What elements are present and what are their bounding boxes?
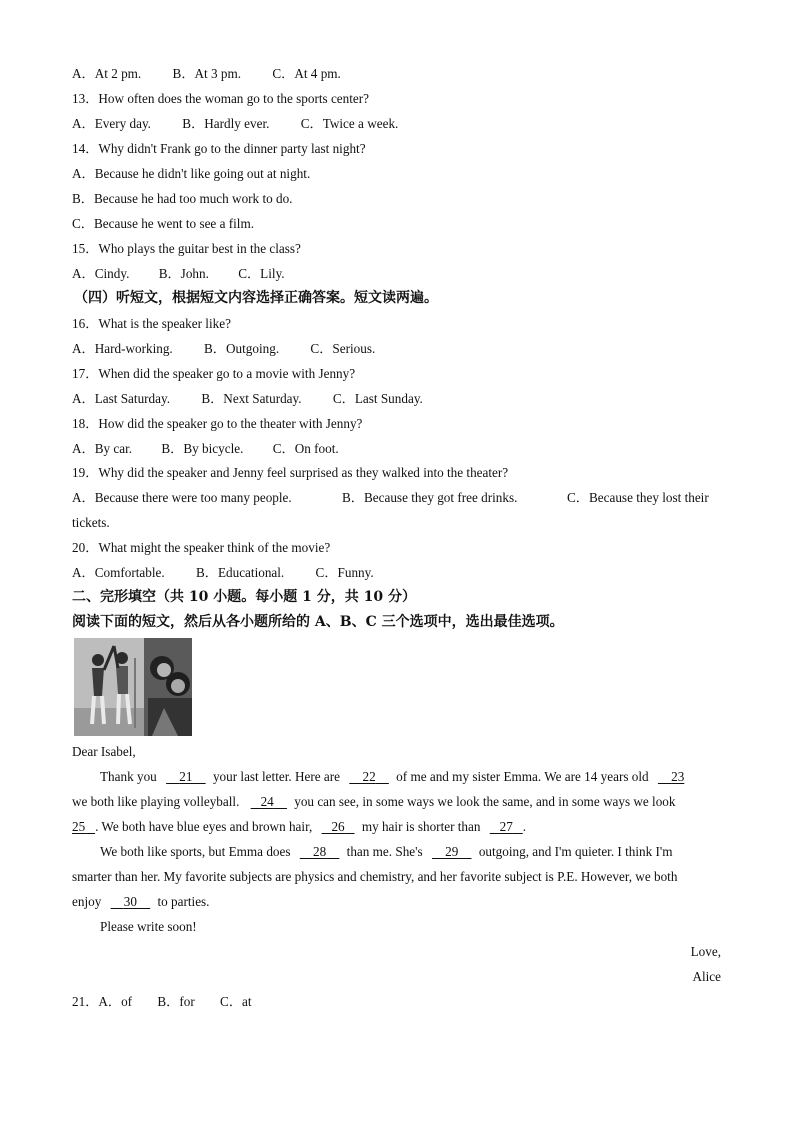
q15-option-a: A．Cindy.	[72, 266, 130, 281]
letter-text: .	[522, 819, 527, 834]
blank-21-number: 21	[179, 769, 193, 784]
blank-22-number: 22	[362, 769, 376, 784]
letter-p1-line3	[72, 819, 526, 835]
q16-option-a: A．Hard-working.	[72, 341, 173, 356]
q18-options	[72, 441, 339, 457]
q19-option-a: A．Because there were too many people.	[72, 490, 292, 505]
blank-23	[658, 769, 684, 785]
q19-option-c-continued: tickets.	[72, 515, 110, 530]
letter-text: than me. She's	[346, 844, 423, 859]
letter-text: my hair is shorter than	[361, 819, 481, 834]
q15-option-b: B．John.	[158, 266, 209, 281]
q12-options	[72, 66, 341, 82]
q19-option-c: C．Because they lost their	[567, 490, 709, 505]
blank-25	[72, 819, 95, 835]
q20-options	[72, 565, 374, 581]
q13-question: 13．How often does the woman go to the sports center?	[72, 91, 370, 106]
q21-options	[72, 994, 252, 1010]
q13-options	[72, 116, 398, 132]
q20-option-b: B．Educational.	[195, 565, 285, 580]
letter-text: We both like sports, but Emma does	[100, 844, 291, 859]
q16-option-c: C．Serious.	[310, 341, 376, 356]
blank-27	[490, 819, 523, 835]
blank-26	[322, 819, 355, 835]
part-2-instructions: 阅读下面的短文，然后从各小题所给的 A、B、C 三个选项中，选出最佳选项。	[72, 614, 564, 630]
q17-option-a: A．Last Saturday.	[72, 391, 171, 406]
q19-option-b: B．Because they got free drinks.	[342, 490, 518, 505]
blank-29	[432, 844, 472, 860]
q17-option-b: B．Next Saturday.	[201, 391, 302, 406]
letter-p2-line1	[100, 844, 673, 860]
letter-greeting: Dear Isabel,	[72, 744, 136, 759]
q17-options	[72, 391, 423, 407]
q15-question: 15．Who plays the guitar best in the class?	[72, 241, 301, 256]
blank-28	[300, 844, 340, 860]
sisters-photo	[74, 638, 192, 736]
q16-options	[72, 341, 375, 357]
q18-option-b: B．By bicycle.	[161, 441, 244, 456]
letter-text: you can see, in some ways we look the same, and in some ways we look	[294, 794, 676, 809]
letter-love: Love,	[690, 944, 721, 959]
letter-text: to parties.	[157, 894, 210, 909]
q18-option-a: A．By car.	[72, 441, 133, 456]
letter-signature: Alice	[692, 969, 721, 984]
blank-29-number: 29	[445, 844, 459, 859]
q16-question: 16．What is the speaker like?	[72, 316, 231, 331]
letter-text: outgoing, and I'm quieter. I think I'm	[478, 844, 673, 859]
sisters-photo-illustration	[74, 638, 192, 736]
letter-closing: Please write soon!	[100, 919, 197, 934]
q13-option-b: B．Hardly ever.	[182, 116, 270, 131]
blank-30-number: 30	[123, 894, 137, 909]
q13-option-c: C．Twice a week.	[300, 116, 399, 131]
blank-23-number: 23	[671, 769, 685, 784]
blank-25-number: 25	[72, 819, 86, 834]
q16-option-b: B．Outgoing.	[204, 341, 280, 356]
q12-option-a: A．At 2 pm.	[72, 66, 142, 81]
q15-options	[72, 266, 285, 282]
blank-26-number: 26	[331, 819, 345, 834]
q12-option-c: C．At 4 pm.	[272, 66, 341, 81]
q20-option-c: C．Funny.	[315, 565, 374, 580]
letter-text: of me and my sister Emma. We are 14 years old	[396, 769, 649, 784]
letter-text: . We both have blue eyes and brown hair,	[95, 819, 313, 834]
q21-option-a: 21．A．of	[72, 994, 133, 1009]
letter-p2-line3	[72, 894, 209, 910]
q18-question: 18．How did the speaker go to the theater with Jenny?	[72, 416, 363, 431]
blank-27-number: 27	[499, 819, 513, 834]
letter-p2-line2: smarter than her. My favorite subjects are physics and chemistry, and her favorite subject is P.E. However, we both	[72, 869, 678, 884]
q19-question: 19．Why did the speaker and Jenny feel surprised as they walked into the theater?	[72, 465, 509, 480]
q13-option-a: A．Every day.	[72, 116, 151, 131]
q20-question: 20．What might the speaker think of the movie?	[72, 540, 331, 555]
letter-p1-line2	[72, 794, 676, 810]
letter-text: your last letter. Here are	[212, 769, 340, 784]
q21-option-c: C．at	[220, 994, 252, 1009]
blank-24-number: 24	[260, 794, 274, 809]
q12-option-b: B．At 3 pm.	[172, 66, 242, 81]
blank-28-number: 28	[312, 844, 327, 859]
letter-p1-line1	[100, 769, 684, 785]
letter-text: Thank you	[100, 769, 157, 784]
q20-option-a: A．Comfortable.	[72, 565, 165, 580]
blank-21	[166, 769, 206, 785]
letter-text: we both like playing volleyball.	[72, 794, 240, 809]
q21-option-b: B．for	[157, 994, 195, 1009]
section-4-heading: （四）听短文，根据短文内容选择正确答案。短文读两遍。	[74, 290, 438, 306]
q18-option-c: C．On foot.	[272, 441, 339, 456]
q15-option-c: C．Lily.	[238, 266, 285, 281]
q14-option-a: A．Because he didn't like going out at night.	[72, 166, 311, 181]
part-2-heading: 二、完形填空（共 10 小题。每小题 1 分，共 10 分）	[72, 589, 416, 605]
blank-24	[251, 794, 287, 810]
q17-option-c: C．Last Sunday.	[332, 391, 423, 406]
letter-text: enjoy	[72, 894, 102, 909]
q14-option-b: B．Because he had too much work to do.	[72, 191, 293, 206]
q14-question: 14．Why didn't Frank go to the dinner party last night?	[72, 141, 366, 156]
q17-question: 17．When did the speaker go to a movie with Jenny?	[72, 366, 356, 381]
blank-22	[349, 769, 389, 785]
q14-option-c: C．Because he went to see a film.	[72, 216, 255, 231]
blank-30	[111, 894, 151, 910]
